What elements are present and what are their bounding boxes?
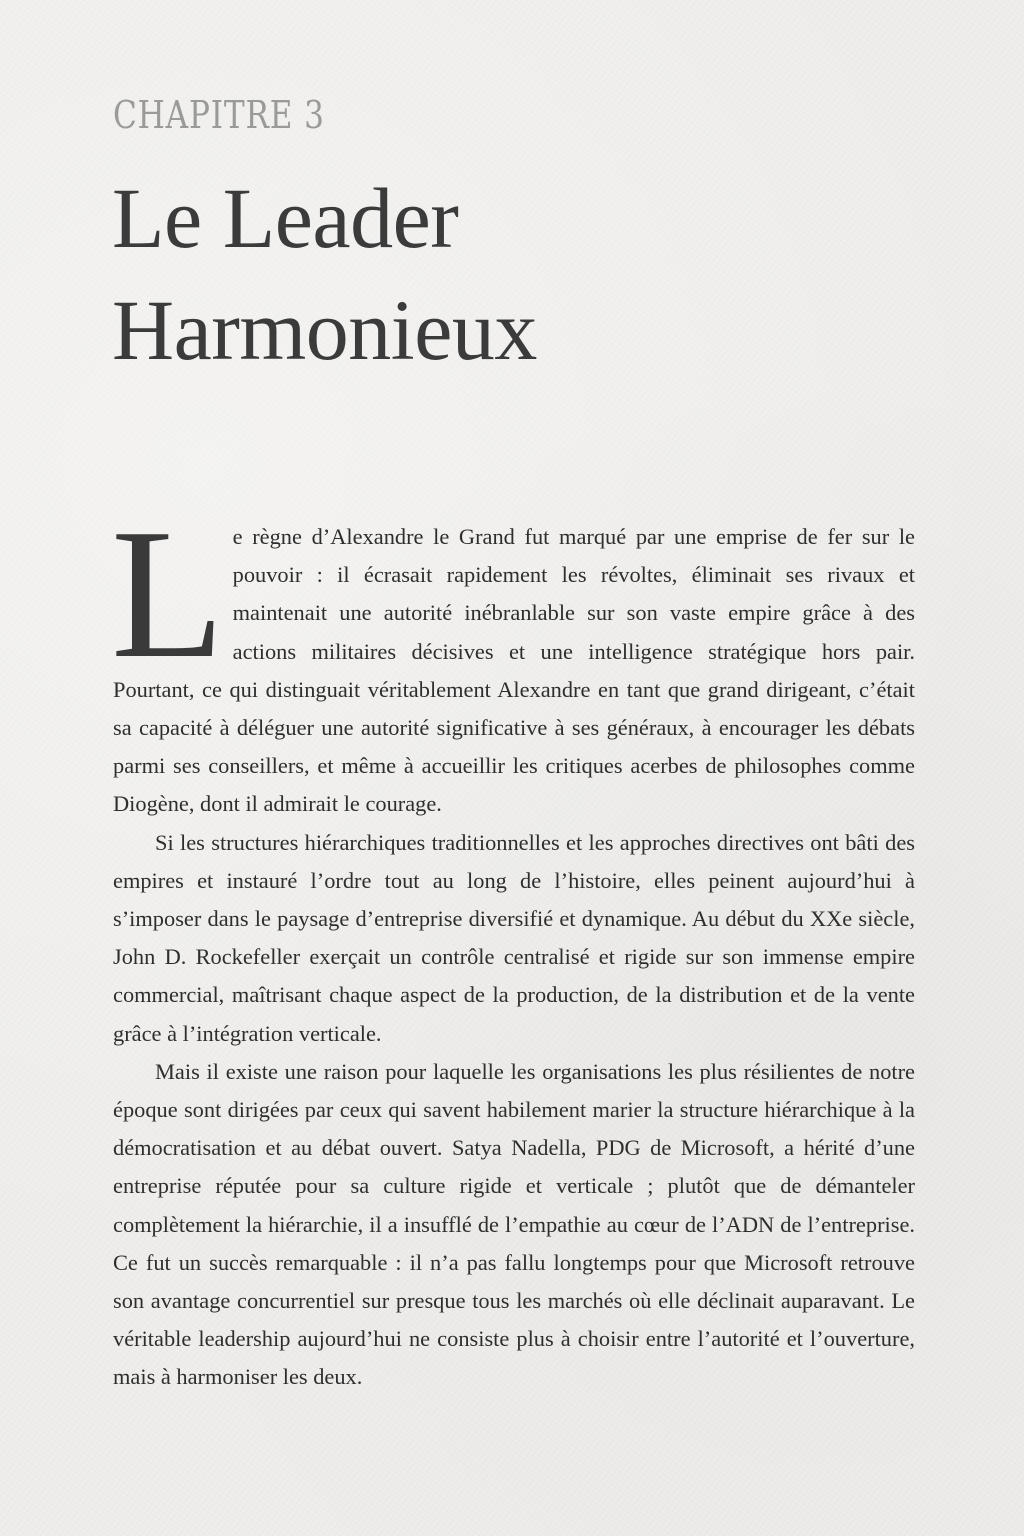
paragraph-2: Si les structures hiérarchiques traditionnelles et les approches directives ont bâti des empires et instauré l’ordre tout au long de l’histoire, elles peinent aujourd’hui à s’imposer dans le paysage d’entreprise diversifié et dynamique. Au début du XXe siècle, John D. Rockefeller exerçait un contrôle centralisé et rigide sur son immense empire commercial, maîtrisant chaque aspect de la production, de la distribution et de la vente grâce à l’intégration verticale.	[113, 829, 915, 1046]
chapter-title-line-1: Le Leader	[112, 170, 459, 266]
paragraph-1	[111, 491, 915, 824]
chapter-title-line-2: Harmonieux	[112, 282, 537, 378]
chapter-body	[111, 491, 915, 1397]
drop-cap: L	[111, 491, 225, 697]
paragraph-1-text: e règne d’Alexandre le Grand fut marqué par une emprise de fer sur le pouvoir : il écrasait rapidement les révoltes, éliminait ses rivaux et maintenait une autorité inébranlable sur son vaste empire grâce à des actions militaires décisives et une intelligence stratégique hors pair. Pourtant, ce qui distinguait véritablement Alexandre en tant que grand dirigeant, c’était sa capacité à déléguer une autorité significative à ses généraux, à encourager les débats parmi ses conseillers, et même à accueillir les critiques acerbes de philosophes comme Diogène, dont il admirait le courage.	[113, 524, 915, 817]
chapter-title	[112, 162, 537, 386]
paragraph-3: Mais il existe une raison pour laquelle les organisations les plus résilientes de notre époque sont dirigées par ceux qui savent habilement marier la structure hiérarchique à la démocratisation et au débat ouvert. Satya Nadella, PDG de Microsoft, a hérité d’une entreprise réputée pour sa culture rigide et verticale ; plutôt que de démanteler complètement la hiérarchie, il a insufflé de l’empathie au cœur de l’ADN de l’entreprise. Ce fut un succès remarquable : il n’a pas fallu longtemps pour que Microsoft retrouve son avantage concurrentiel sur presque tous les marchés où elle déclinait auparavant. Le véritable leadership aujourd’hui ne consiste plus à choisir entre l’autorité et l’ouverture, mais à harmoniser les deux.	[113, 1058, 915, 1390]
chapter-number-label: CHAPITRE 3	[113, 93, 325, 137]
